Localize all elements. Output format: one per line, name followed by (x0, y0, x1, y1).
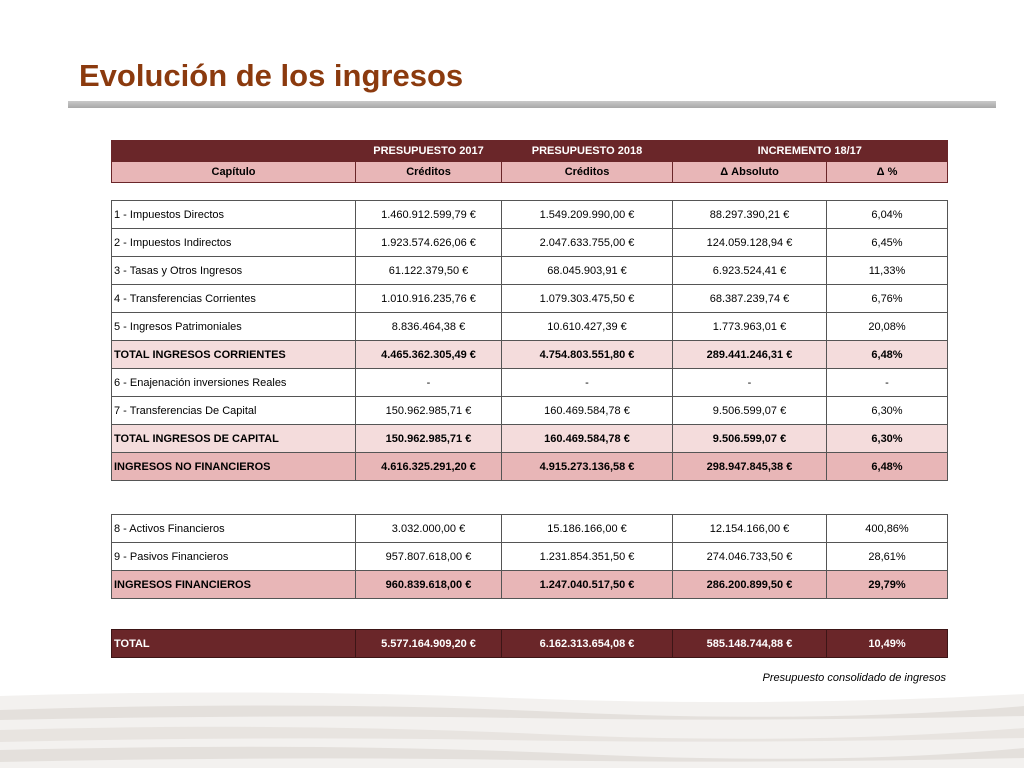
cell-label: 4 - Transferencias Corrientes (112, 285, 356, 313)
cell-label: 7 - Transferencias De Capital (112, 397, 356, 425)
cell-2017: 8.836.464,38 € (356, 313, 502, 341)
cell-label: 2 - Impuestos Indirectos (112, 229, 356, 257)
header-col-creditos-2018: Créditos (502, 162, 673, 183)
header-col-delta-absoluto: Δ Absoluto (673, 162, 827, 183)
table-row (112, 515, 948, 543)
cell-2017: 61.122.379,50 € (356, 257, 502, 285)
cell-label: TOTAL INGRESOS CORRIENTES (112, 341, 356, 369)
cell-2018: - (502, 369, 673, 397)
cell-label: 1 - Impuestos Directos (112, 201, 356, 229)
cell-2018: 15.186.166,00 € (502, 515, 673, 543)
footnote: Presupuesto consolidado de ingresos (762, 672, 946, 684)
cell-label: TOTAL INGRESOS DE CAPITAL (112, 425, 356, 453)
cell-2018: 1.247.040.517,50 € (502, 571, 673, 599)
table-row (112, 543, 948, 571)
cell-2018: 160.469.584,78 € (502, 425, 673, 453)
header-col-creditos-2017: Créditos (356, 162, 502, 183)
cell-pct: 29,79% (827, 571, 948, 599)
cell-2018: 4.915.273.136,58 € (502, 453, 673, 481)
cell-pct: 6,30% (827, 425, 948, 453)
cell-pct: - (827, 369, 948, 397)
cell-label: INGRESOS FINANCIEROS (112, 571, 356, 599)
cell-label: INGRESOS NO FINANCIEROS (112, 453, 356, 481)
cell-label: 9 - Pasivos Financieros (112, 543, 356, 571)
cell-pct: 6,48% (827, 453, 948, 481)
cell-2017: 1.010.916.235,76 € (356, 285, 502, 313)
table-row (112, 201, 948, 229)
table-row (112, 453, 948, 481)
cell-abs: 286.200.899,50 € (673, 571, 827, 599)
table-row-total (112, 630, 948, 658)
cell-2017: 150.962.985,71 € (356, 425, 502, 453)
cell-2018: 4.754.803.551,80 € (502, 341, 673, 369)
cell-abs: 9.506.599,07 € (673, 425, 827, 453)
table-row (112, 229, 948, 257)
cell-2017: 1.460.912.599,79 € (356, 201, 502, 229)
table-ingresos-financieros (111, 514, 948, 599)
header-group-2018: PRESUPUESTO 2018 (502, 141, 673, 162)
cell-pct: 6,45% (827, 229, 948, 257)
total-pct: 10,49% (827, 630, 948, 658)
table-ingresos-no-financieros (111, 200, 948, 481)
cell-2017: 4.616.325.291,20 € (356, 453, 502, 481)
cell-abs: 12.154.166,00 € (673, 515, 827, 543)
cell-abs: 298.947.845,38 € (673, 453, 827, 481)
table-row (112, 397, 948, 425)
table-row (112, 571, 948, 599)
cell-pct: 6,48% (827, 341, 948, 369)
cell-pct: 400,86% (827, 515, 948, 543)
decorative-wave-footer (0, 688, 1024, 768)
cell-abs: 124.059.128,94 € (673, 229, 827, 257)
total-2017: 5.577.164.909,20 € (356, 630, 502, 658)
cell-abs: 274.046.733,50 € (673, 543, 827, 571)
cell-2017: 960.839.618,00 € (356, 571, 502, 599)
cell-label: 3 - Tasas y Otros Ingresos (112, 257, 356, 285)
cell-2018: 1.549.209.990,00 € (502, 201, 673, 229)
total-abs: 585.148.744,88 € (673, 630, 827, 658)
table-total (111, 629, 948, 658)
table-row (112, 285, 948, 313)
cell-2017: 150.962.985,71 € (356, 397, 502, 425)
cell-2017: - (356, 369, 502, 397)
cell-2017: 4.465.362.305,49 € (356, 341, 502, 369)
cell-pct: 20,08% (827, 313, 948, 341)
cell-2018: 160.469.584,78 € (502, 397, 673, 425)
cell-pct: 28,61% (827, 543, 948, 571)
header-group-blank (112, 141, 356, 162)
cell-2017: 3.032.000,00 € (356, 515, 502, 543)
cell-abs: 289.441.246,31 € (673, 341, 827, 369)
cell-label: 8 - Activos Financieros (112, 515, 356, 543)
cell-abs: 6.923.524,41 € (673, 257, 827, 285)
cell-abs: 9.506.599,07 € (673, 397, 827, 425)
cell-2018: 1.231.854.351,50 € (502, 543, 673, 571)
page-title: Evolución de los ingresos (79, 58, 464, 93)
cell-abs: 1.773.963,01 € (673, 313, 827, 341)
cell-2018: 68.045.903,91 € (502, 257, 673, 285)
cell-2018: 1.079.303.475,50 € (502, 285, 673, 313)
table-row (112, 313, 948, 341)
total-2018: 6.162.313.654,08 € (502, 630, 673, 658)
cell-label: 5 - Ingresos Patrimoniales (112, 313, 356, 341)
cell-2017: 957.807.618,00 € (356, 543, 502, 571)
cell-2018: 10.610.427,39 € (502, 313, 673, 341)
header-group-increment: INCREMENTO 18/17 (673, 141, 948, 162)
header-col-capitulo: Capítulo (112, 162, 356, 183)
cell-abs: 68.387.239,74 € (673, 285, 827, 313)
table-row (112, 341, 948, 369)
header-group-2017: PRESUPUESTO 2017 (356, 141, 502, 162)
cell-label: 6 - Enajenación inversiones Reales (112, 369, 356, 397)
cell-abs: 88.297.390,21 € (673, 201, 827, 229)
cell-pct: 6,30% (827, 397, 948, 425)
table-row (112, 369, 948, 397)
table-row (112, 257, 948, 285)
title-divider (68, 101, 996, 108)
table-row (112, 425, 948, 453)
cell-2017: 1.923.574.626,06 € (356, 229, 502, 257)
total-label: TOTAL (112, 630, 356, 658)
table-header (111, 140, 948, 183)
header-col-delta-pct: Δ % (827, 162, 948, 183)
cell-pct: 6,76% (827, 285, 948, 313)
cell-2018: 2.047.633.755,00 € (502, 229, 673, 257)
cell-pct: 6,04% (827, 201, 948, 229)
cell-pct: 11,33% (827, 257, 948, 285)
cell-abs: - (673, 369, 827, 397)
